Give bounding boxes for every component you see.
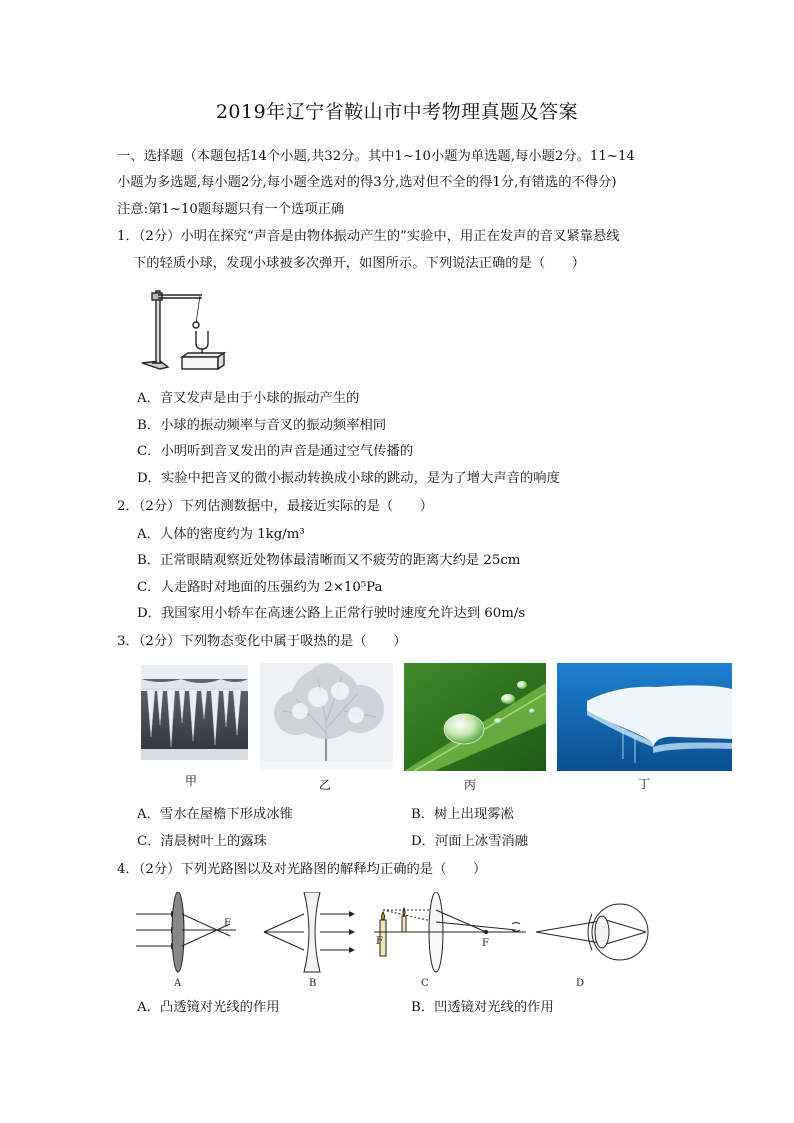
diagram-b-label: B — [309, 978, 317, 989]
section-heading-line1: 一、选择题（本题包括14个小题,共32分。其中1~10小题为单选题,每小题2分。11~14 — [117, 149, 635, 164]
q1-stem-line2: 下的轻质小球，发现小球被多次弹开，如图所示。下列说法正确的是（ ） — [133, 256, 586, 271]
q4-option-b: B．凹透镜对光线的作用 — [411, 1000, 554, 1015]
caption-yi: 乙 — [318, 778, 331, 792]
section-heading-line2: 小题为多选题,每小题2分,每小题全选对的得3分,选对但不全的得1分,有错选的不得分) — [117, 175, 617, 190]
diagram-d-label: D — [576, 978, 585, 989]
caption-bing: 丙 — [463, 778, 476, 792]
diagram-a-label: A — [174, 978, 182, 989]
diagram-a-convex-lens — [136, 892, 236, 972]
q1-option-d: D．实验中把音叉的微小振动转换成小球的跳动，是为了增大声音的响度 — [137, 471, 560, 486]
diagram-a-focus-label: F — [224, 918, 231, 929]
icicles-photo — [141, 665, 248, 760]
caption-ding: 丁 — [637, 777, 650, 791]
q2-option-d: D．我国家用小轿车在高速公路上正常行驶时速度允许达到 60m/s — [137, 606, 526, 621]
q2-option-b: B．正常眼睛观察近处物体最清晰而又不疲劳的距离大约是 25cm — [137, 553, 521, 568]
q3-option-d: D．河面上冰雪消融 — [411, 834, 529, 849]
q1-option-c: C．小明听到音叉发出的声音是通过空气传播的 — [137, 444, 414, 459]
light-path-diagrams-figure — [136, 892, 656, 992]
q2-stem: 2．（2分）下列估测数据中，最接近实际的是（ ） — [117, 499, 434, 514]
diagram-c-label: C — [421, 978, 429, 989]
q3-option-c: C．清晨树叶上的露珠 — [137, 834, 267, 849]
q1-stem-line1: 1．（2分）小明在探究“声音是由物体振动产生的”实验中，用正在发声的音叉紧靠悬线 — [117, 229, 620, 244]
q3-stem: 3．（2分）下列物态变化中属于吸热的是（ ） — [117, 634, 407, 649]
q1-option-a: A．音叉发声是由于小球的振动产生的 — [137, 391, 360, 406]
q2-option-c: C．人走路时对地面的压强约为 2×10⁵Pa — [137, 580, 383, 595]
rime-tree-photo — [260, 663, 393, 769]
diagram-c-magnifier — [374, 892, 526, 972]
q4-option-a: A．凸透镜对光线的作用 — [137, 1000, 280, 1015]
caption-jia: 甲 — [184, 774, 197, 788]
tuning-fork-apparatus-figure — [138, 283, 228, 375]
diagram-d-eye — [536, 904, 648, 960]
q3-option-a: A．雪水在屋檐下形成冰锥 — [137, 807, 293, 822]
q4-stem: 4．（2分）下列光路图以及对光路图的解释均正确的是（ ） — [117, 862, 487, 877]
q1-option-b: B．小球的振动频率与音叉的振动频率相同 — [137, 418, 387, 433]
dew-leaf-photo — [404, 663, 546, 771]
diagram-c-focus-right-label: F — [482, 938, 489, 949]
melting-ice-photo — [557, 663, 732, 771]
q3-option-b: B．树上出现雾凇 — [411, 807, 514, 822]
page-title: 2019年辽宁省鞍山市中考物理真题及答案 — [215, 101, 579, 123]
q2-option-a: A．人体的密度约为 1kg/m³ — [137, 527, 305, 542]
diagram-b-concave-lens — [264, 892, 354, 972]
section-note: 注意:第1~10题每题只有一个选项正确 — [117, 202, 345, 217]
diagram-c-focus-left-label: F — [376, 936, 383, 947]
